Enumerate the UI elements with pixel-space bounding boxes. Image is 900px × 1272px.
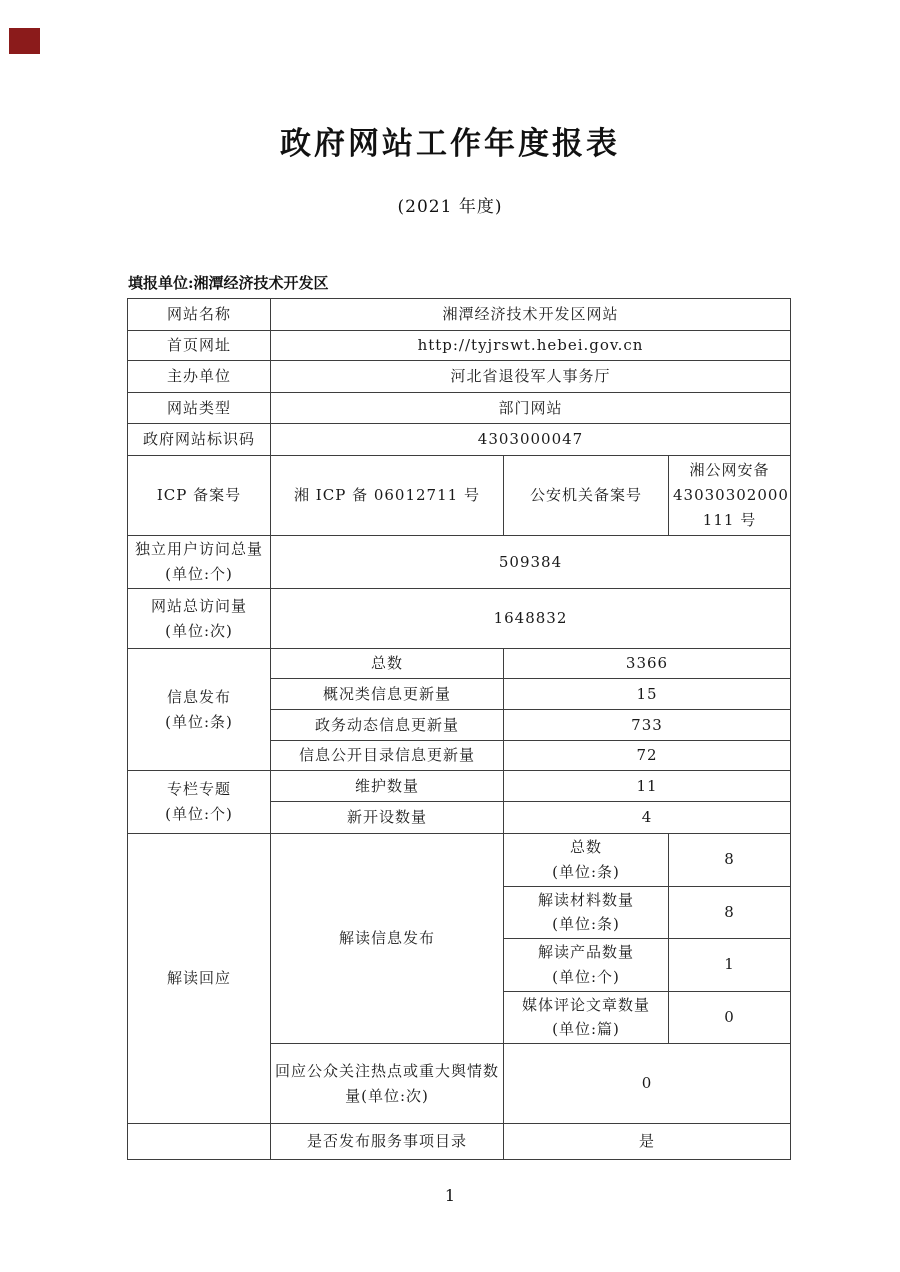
interpret-materials-label [504,886,669,939]
interpret-materials-unit: (单位:条) [552,915,620,934]
corner-marker [9,28,40,54]
interpret-section-label: 解读回应 [128,834,271,1124]
columns-new-value: 4 [504,802,791,834]
info-pub-overview-label: 概况类信息更新量 [271,679,504,710]
site-id-code-value: 4303000047 [271,424,791,456]
row-icp [128,456,791,536]
info-pub-label-text: 信息发布 [166,687,231,706]
interpret-products-label [504,939,669,992]
police-record-value: 湘公网安备 43030302000 111 号 [669,456,791,536]
interpret-total-label-text: 总数 [569,838,602,856]
reporting-unit-line: 填报单位:湘潭经济技术开发区 [128,274,329,292]
interpret-products-unit: (单位:个) [552,967,620,986]
interpret-materials-label-text: 解读材料数量 [537,890,634,909]
row-info-pub-total [128,649,791,679]
interpret-total-unit: (单位:条) [552,862,620,881]
columns-unit: (单位:个) [165,805,233,823]
interpret-pub-label: 解读信息发布 [271,834,504,1044]
columns-label-text: 专栏专题 [166,780,231,799]
service-directory-label: 是否发布服务事项目录 [271,1124,504,1160]
row-site-type [128,393,791,424]
homepage-url-label: 首页网址 [128,331,271,361]
columns-maintained-value: 11 [504,771,791,802]
row-service-directory [128,1124,791,1160]
icp-label: ICP 备案号 [128,456,271,536]
info-pub-overview-value: 15 [504,679,791,710]
interpret-media-label [504,991,669,1044]
row-unique-visitors [128,536,791,589]
info-pub-dynamics-value: 733 [504,710,791,741]
columns-section-label [128,771,271,834]
service-directory-value: 是 [504,1124,791,1160]
icp-value: 湘 ICP 备 06012711 号 [271,456,504,536]
columns-maintained-label: 维护数量 [271,771,504,802]
info-pub-unit: (单位:条) [165,712,233,731]
site-type-label: 网站类型 [128,393,271,424]
info-pub-total-label: 总数 [271,649,504,679]
row-columns-maintained [128,771,791,802]
page-title: 政府网站工作年度报表 [280,126,620,162]
info-pub-dynamics-label: 政务动态信息更新量 [271,710,504,741]
total-visits-label [128,589,271,649]
row-sponsor [128,361,791,393]
page-number: 1 [444,1186,456,1205]
empty-cell [128,1124,271,1160]
info-pub-directory-label: 信息公开目录信息更新量 [271,741,504,771]
info-pub-total-value: 3366 [504,649,791,679]
police-record-label: 公安机关备案号 [504,456,669,536]
annual-report-table [127,298,791,1160]
site-name-value: 湘潭经济技术开发区网站 [271,299,791,331]
row-interpret-total [128,834,791,887]
hotspot-response-value: 0 [504,1044,791,1124]
site-name-label: 网站名称 [128,299,271,331]
interpret-media-value: 0 [669,991,791,1044]
interpret-total-value: 8 [669,834,791,887]
site-type-value: 部门网站 [271,393,791,424]
row-homepage-url [128,331,791,361]
site-id-code-label: 政府网站标识码 [128,424,271,456]
interpret-products-value: 1 [669,939,791,992]
homepage-url-value: http://tyjrswt.hebei.gov.cn [271,331,791,361]
total-visits-label-text: 网站总访问量 [150,596,247,615]
total-visits-unit: (单位:次) [165,621,233,640]
hotspot-response-label: 回应公众关注热点或重大舆情数量(单位:次) [271,1044,504,1124]
interpret-media-label-text: 媒体评论文章数量 [521,995,650,1014]
page-subtitle: (2021 年度) [397,197,503,217]
info-pub-directory-value: 72 [504,741,791,771]
interpret-materials-value: 8 [669,886,791,939]
interpret-media-unit: (单位:篇) [552,1020,620,1039]
unique-visitors-value: 509384 [271,536,791,589]
row-site-name [128,299,791,331]
interpret-total-label [504,834,669,887]
info-pub-section-label [128,649,271,771]
unique-visitors-label: 独立用户访问总量(单位:个) [128,536,271,589]
row-total-visits [128,589,791,649]
row-site-id-code [128,424,791,456]
interpret-products-label-text: 解读产品数量 [537,943,634,961]
columns-new-label: 新开设数量 [271,802,504,834]
total-visits-value: 1648832 [271,589,791,649]
sponsor-label: 主办单位 [128,361,271,393]
sponsor-value: 河北省退役军人事务厅 [271,361,791,393]
